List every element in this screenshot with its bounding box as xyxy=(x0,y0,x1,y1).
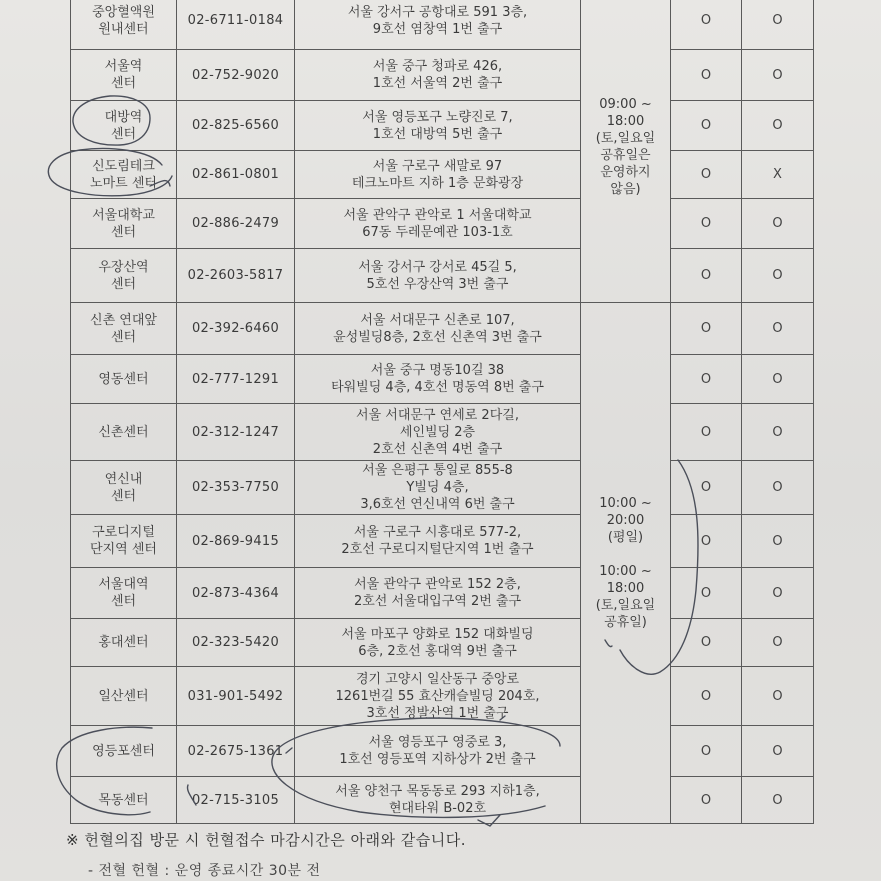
availability-cell: O xyxy=(742,199,814,249)
table-row xyxy=(71,355,814,404)
table-row xyxy=(71,515,814,568)
table-row xyxy=(71,568,814,619)
center-name-cell: 서울역 센터 xyxy=(71,50,177,101)
availability-cell: O xyxy=(742,777,814,824)
availability-cell: O xyxy=(671,199,742,249)
phone-cell: 02-825-6560 xyxy=(177,101,295,151)
phone-cell: 02-2675-1361 xyxy=(177,726,295,777)
table-row xyxy=(71,619,814,667)
availability-cell: O xyxy=(742,303,814,355)
center-name-cell: 서울대역 센터 xyxy=(71,568,177,619)
availability-cell: O xyxy=(742,355,814,404)
address-cell: 서울 영등포구 영중로 3, 1호선 영등포역 지하상가 2번 출구 xyxy=(295,726,581,777)
address-cell: 서울 영등포구 노량진로 7, 1호선 대방역 5번 출구 xyxy=(295,101,581,151)
address-cell: 서울 중구 청파로 426, 1호선 서울역 2번 출구 xyxy=(295,50,581,101)
table-row xyxy=(71,303,814,355)
center-name-cell: 신도림테크 노마트 센터 xyxy=(71,151,177,199)
center-name-cell: 영동센터 xyxy=(71,355,177,404)
availability-cell: O xyxy=(671,303,742,355)
table-row xyxy=(71,404,814,461)
blood-donation-center-table xyxy=(70,0,814,824)
phone-cell: 02-861-0801 xyxy=(177,151,295,199)
availability-cell: O xyxy=(742,0,814,50)
center-name-cell: 연신내 센터 xyxy=(71,461,177,515)
availability-cell: O xyxy=(671,0,742,50)
operating-hours-cell: 09:00 ~ 18:00 (토,일요일 공휴일은 운영하지 않음) xyxy=(581,0,671,303)
address-cell: 서울 강서구 강서로 45길 5, 5호선 우장산역 3번 출구 xyxy=(295,249,581,303)
availability-cell: O xyxy=(742,50,814,101)
center-name-cell: 구로디지털 단지역 센터 xyxy=(71,515,177,568)
availability-cell: O xyxy=(671,461,742,515)
address-cell: 서울 양천구 목동동로 293 지하1층, 현대타워 B-02호 xyxy=(295,777,581,824)
availability-cell: O xyxy=(742,101,814,151)
availability-cell: O xyxy=(742,568,814,619)
availability-cell: O xyxy=(742,667,814,726)
availability-cell: O xyxy=(671,515,742,568)
table-row xyxy=(71,249,814,303)
phone-cell: 02-323-5420 xyxy=(177,619,295,667)
table-row xyxy=(71,199,814,249)
availability-cell: O xyxy=(671,667,742,726)
center-name-cell: 중앙혈액원 원내센터 xyxy=(71,0,177,50)
phone-cell: 02-752-9020 xyxy=(177,50,295,101)
address-cell: 서울 구로구 시흥대로 577-2, 2호선 구로디지털단지역 1번 출구 xyxy=(295,515,581,568)
availability-cell: O xyxy=(671,101,742,151)
availability-cell: O xyxy=(671,726,742,777)
address-cell: 서울 구로구 새말로 97 테크노마트 지하 1층 문화광장 xyxy=(295,151,581,199)
operating-hours-cell: 10:00 ~ 20:00 (평일) 10:00 ~ 18:00 (토,일요일 공휴일) xyxy=(581,303,671,824)
center-name-cell: 신촌센터 xyxy=(71,404,177,461)
phone-cell: 02-312-1247 xyxy=(177,404,295,461)
center-name-cell: 홍대센터 xyxy=(71,619,177,667)
availability-cell: O xyxy=(671,355,742,404)
table-row xyxy=(71,667,814,726)
availability-cell: O xyxy=(671,151,742,199)
address-cell: 서울 관악구 관악로 1 서울대학교 67동 두레문예관 103-1호 xyxy=(295,199,581,249)
phone-cell: 02-869-9415 xyxy=(177,515,295,568)
center-name-cell: 서울대학교 센터 xyxy=(71,199,177,249)
center-name-cell: 영등포센터 xyxy=(71,726,177,777)
footer-note: ※ 헌혈의집 방문 시 헌혈접수 마감시간은 아래와 같습니다. xyxy=(66,831,466,849)
address-cell: 서울 서대문구 신촌로 107, 윤성빌딩8층, 2호선 신촌역 3번 출구 xyxy=(295,303,581,355)
table-row xyxy=(71,0,814,50)
availability-cell: O xyxy=(742,515,814,568)
address-cell: 경기 고양시 일산동구 중앙로 1261번길 55 효산캐슬빌딩 204호, 3호선 정발산역 1번 출구 xyxy=(295,667,581,726)
table-row xyxy=(71,101,814,151)
phone-cell: 02-392-6460 xyxy=(177,303,295,355)
phone-cell: 031-901-5492 xyxy=(177,667,295,726)
availability-cell: O xyxy=(742,404,814,461)
table-row xyxy=(71,777,814,824)
phone-cell: 02-6711-0184 xyxy=(177,0,295,50)
availability-cell: O xyxy=(671,249,742,303)
availability-cell: O xyxy=(671,777,742,824)
availability-cell: O xyxy=(742,726,814,777)
availability-cell: O xyxy=(671,404,742,461)
center-name-cell: 신촌 연대앞 센터 xyxy=(71,303,177,355)
address-cell: 서울 서대문구 연세로 2다길, 세인빌딩 2층 2호선 신촌역 4번 출구 xyxy=(295,404,581,461)
phone-cell: 02-886-2479 xyxy=(177,199,295,249)
center-name-cell: 우장산역 센터 xyxy=(71,249,177,303)
center-name-cell: 일산센터 xyxy=(71,667,177,726)
address-cell: 서울 중구 명동10길 38 타워빌딩 4층, 4호선 명동역 8번 출구 xyxy=(295,355,581,404)
table-body xyxy=(71,0,814,824)
availability-cell: O xyxy=(671,568,742,619)
availability-cell: O xyxy=(742,461,814,515)
phone-cell: 02-2603-5817 xyxy=(177,249,295,303)
availability-cell: O xyxy=(742,619,814,667)
availability-cell: O xyxy=(671,50,742,101)
address-cell: 서울 강서구 공항대로 591 3층, 9호선 염창역 1번 출구 xyxy=(295,0,581,50)
center-name-cell: 대방역 센터 xyxy=(71,101,177,151)
address-cell: 서울 마포구 양화로 152 대화빌딩 6층, 2호선 홍대역 9번 출구 xyxy=(295,619,581,667)
table-row xyxy=(71,50,814,101)
center-name-cell: 목동센터 xyxy=(71,777,177,824)
availability-cell: X xyxy=(742,151,814,199)
table-row xyxy=(71,726,814,777)
table-row xyxy=(71,461,814,515)
phone-cell: 02-873-4364 xyxy=(177,568,295,619)
availability-cell: O xyxy=(671,619,742,667)
phone-cell: 02-353-7750 xyxy=(177,461,295,515)
phone-cell: 02-715-3105 xyxy=(177,777,295,824)
table-row xyxy=(71,151,814,199)
address-cell: 서울 관악구 관악로 152 2층, 2호선 서울대입구역 2번 출구 xyxy=(295,568,581,619)
address-cell: 서울 은평구 통일로 855-8 Y빌딩 4층, 3,6호선 연신내역 6번 출구 xyxy=(295,461,581,515)
phone-cell: 02-777-1291 xyxy=(177,355,295,404)
footer-item: - 전혈 헌혈 : 운영 종료시간 30분 전 xyxy=(88,863,321,879)
availability-cell: O xyxy=(742,249,814,303)
